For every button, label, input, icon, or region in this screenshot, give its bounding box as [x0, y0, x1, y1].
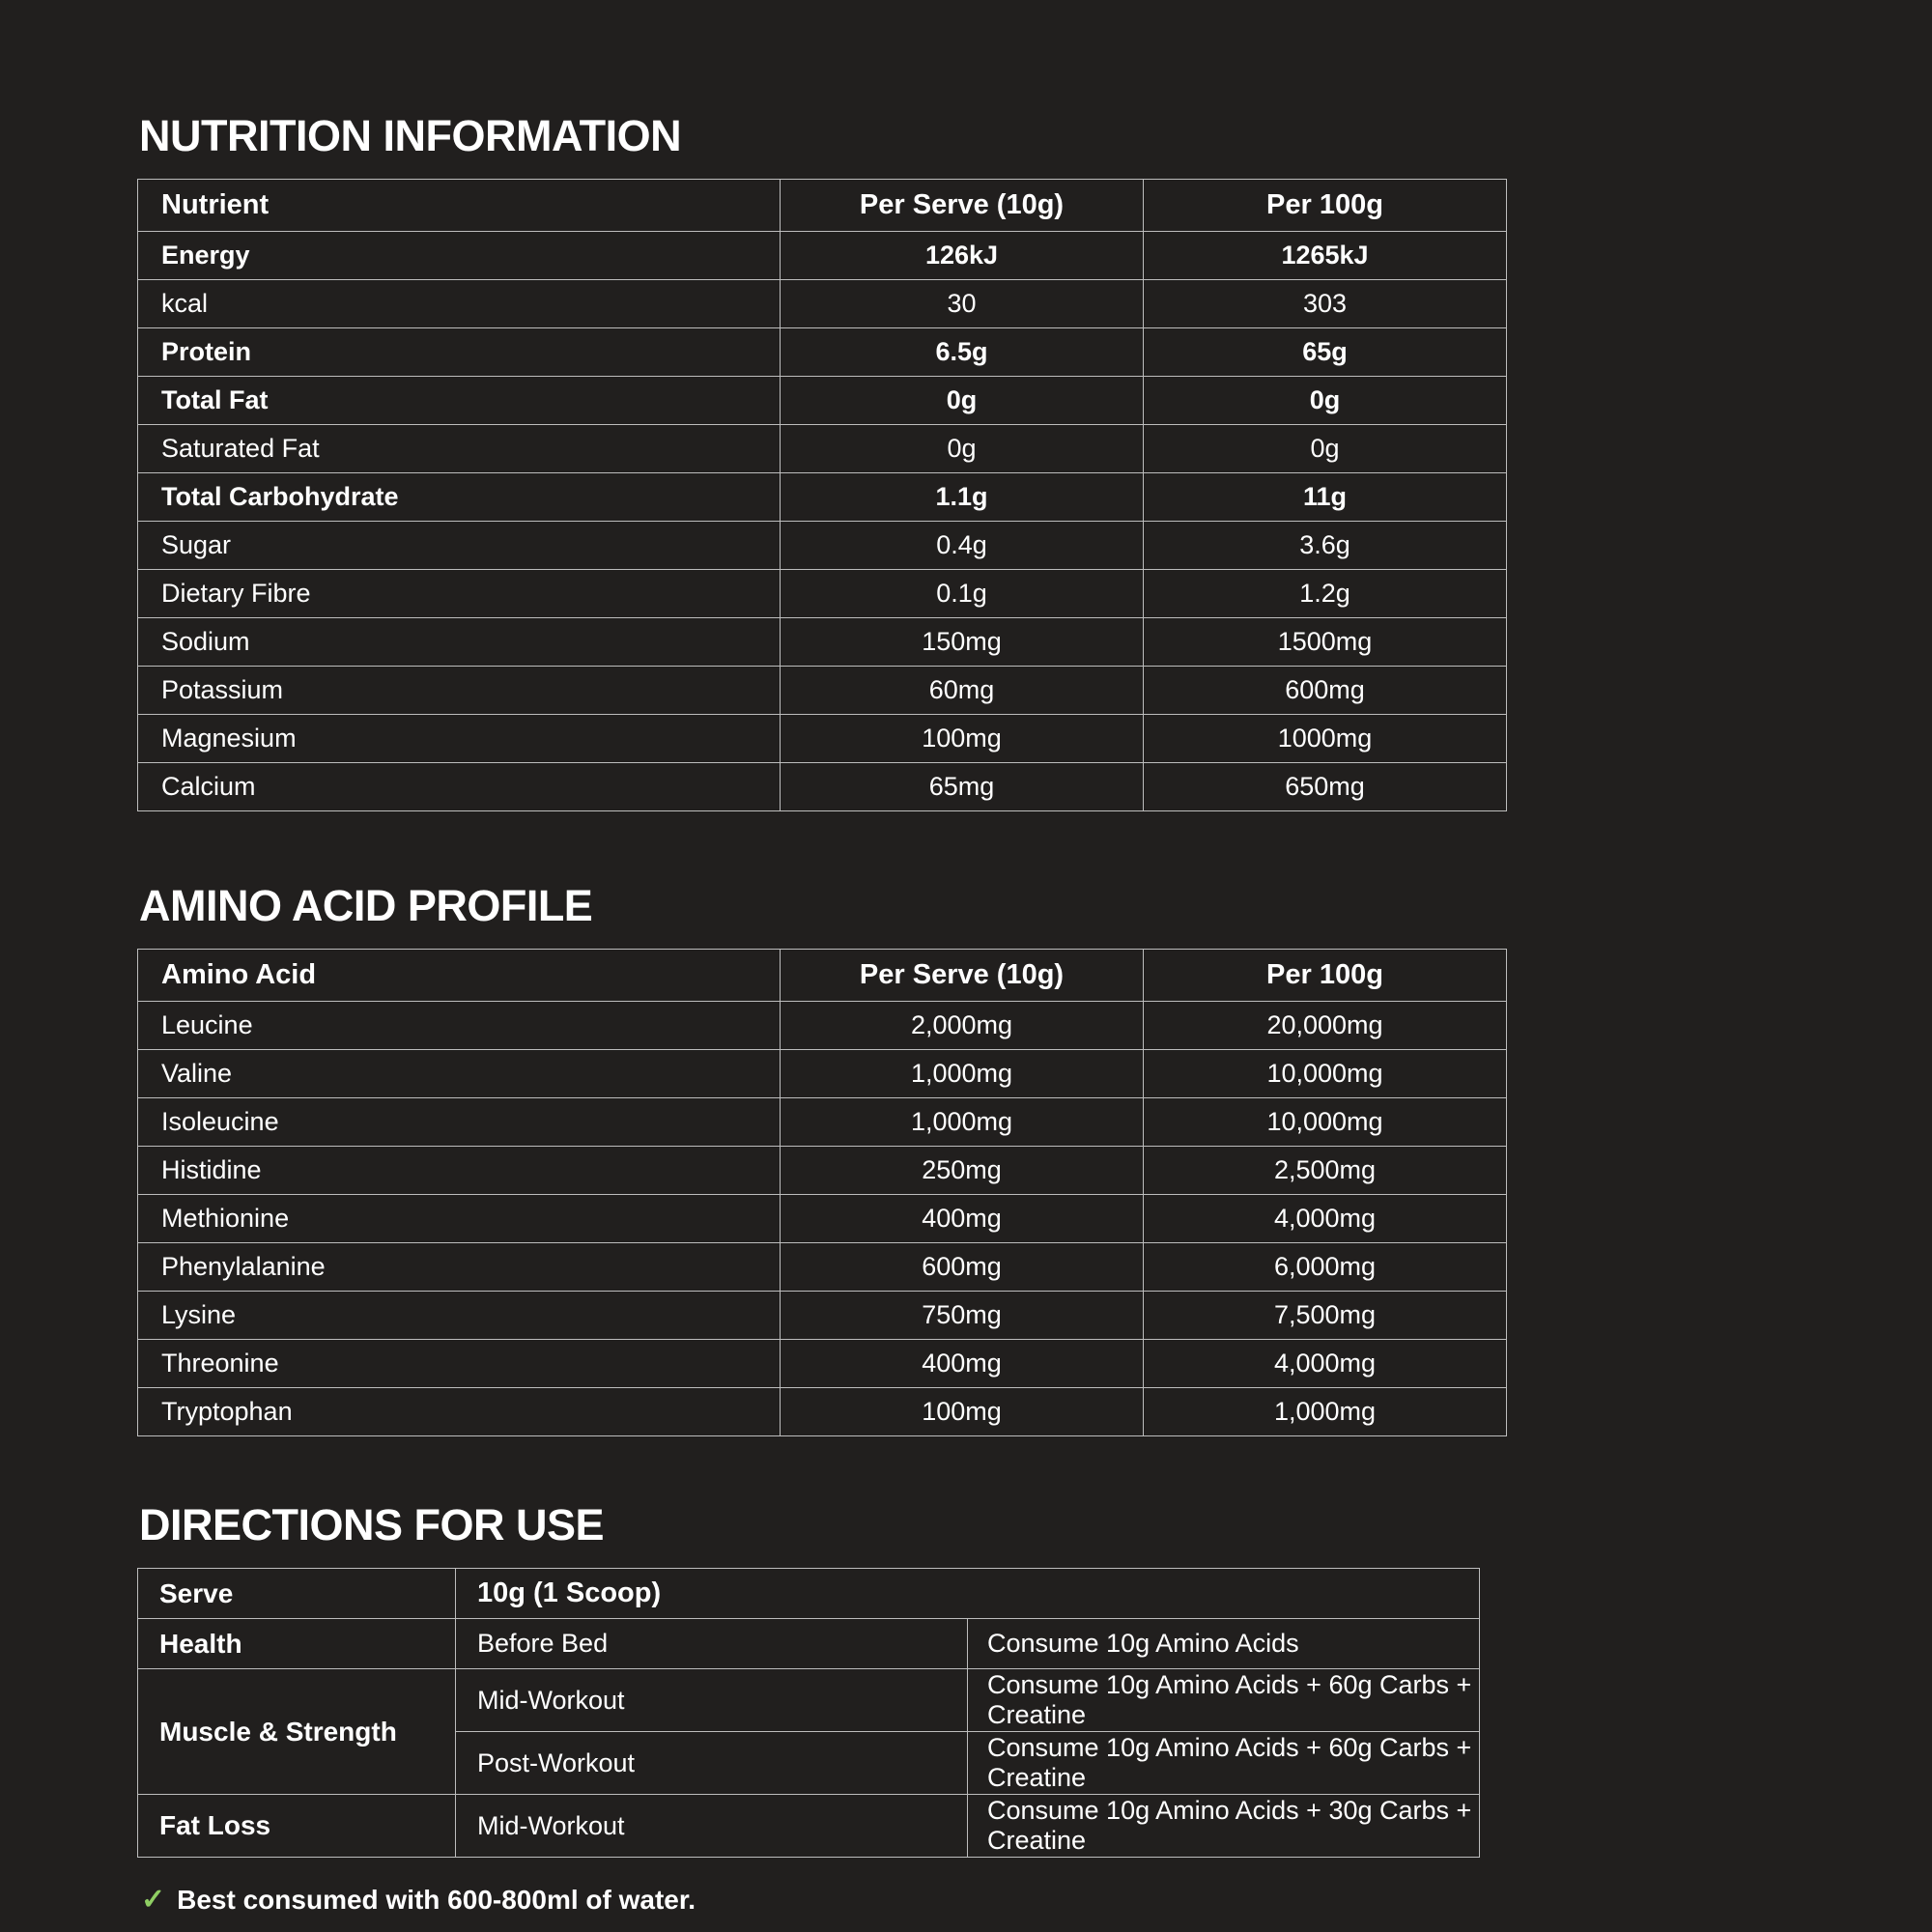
nutrient-name: Protein — [138, 328, 781, 377]
nutrient-name: Potassium — [138, 667, 781, 715]
nutrient-per-100g: 0g — [1144, 425, 1507, 473]
nutrient-per-serve: 0g — [781, 425, 1144, 473]
amino-section-title: AMINO ACID PROFILE — [139, 881, 593, 930]
nutrient-per-100g: 0g — [1144, 377, 1507, 425]
table-row — [138, 1669, 1480, 1732]
nutrient-per-100g: 1265kJ — [1144, 232, 1507, 280]
table-row — [138, 1292, 1507, 1340]
amino-name: Threonine — [138, 1340, 781, 1388]
amino-per-serve: 1,000mg — [781, 1098, 1144, 1147]
amino-per-100g: 20,000mg — [1144, 1002, 1507, 1050]
table-row — [138, 1388, 1507, 1436]
nutrient-per-serve: 6.5g — [781, 328, 1144, 377]
table-row — [138, 473, 1507, 522]
instruction: Consume 10g Amino Acids + 60g Carbs + Creatine — [968, 1669, 1480, 1732]
amino-per-100g: 7,500mg — [1144, 1292, 1507, 1340]
goal-muscle-strength: Muscle & Strength — [138, 1669, 456, 1795]
amino-name: Leucine — [138, 1002, 781, 1050]
nutrient-name: Dietary Fibre — [138, 570, 781, 618]
column-header-per-100g: Per 100g — [1144, 180, 1507, 232]
amino-per-serve: 2,000mg — [781, 1002, 1144, 1050]
amino-per-serve: 100mg — [781, 1388, 1144, 1436]
amino-per-serve: 400mg — [781, 1340, 1144, 1388]
table-row — [138, 667, 1507, 715]
nutrient-per-serve: 0.1g — [781, 570, 1144, 618]
nutrient-per-serve: 65mg — [781, 763, 1144, 811]
nutrient-per-100g: 3.6g — [1144, 522, 1507, 570]
nutrient-per-100g: 1500mg — [1144, 618, 1507, 667]
table-row — [138, 232, 1507, 280]
nutrient-per-serve: 150mg — [781, 618, 1144, 667]
table-row — [138, 377, 1507, 425]
table-row — [138, 1340, 1507, 1388]
table-row — [138, 1050, 1507, 1098]
nutrient-name: Total Fat — [138, 377, 781, 425]
amino-name: Isoleucine — [138, 1098, 781, 1147]
column-header-per-serve: Per Serve (10g) — [781, 180, 1144, 232]
nutrient-per-100g: 65g — [1144, 328, 1507, 377]
table-row — [138, 618, 1507, 667]
column-header-per-100g: Per 100g — [1144, 950, 1507, 1002]
nutrition-table — [137, 179, 1507, 811]
amino-per-100g: 6,000mg — [1144, 1243, 1507, 1292]
table-row — [138, 522, 1507, 570]
nutrient-name: Magnesium — [138, 715, 781, 763]
table-row — [138, 1147, 1507, 1195]
table-row — [138, 425, 1507, 473]
amino-per-100g: 4,000mg — [1144, 1340, 1507, 1388]
table-row — [138, 1195, 1507, 1243]
table-row — [138, 1002, 1507, 1050]
serve-label: Serve — [138, 1569, 456, 1619]
column-header-amino-acid: Amino Acid — [138, 950, 781, 1002]
nutrient-per-100g: 650mg — [1144, 763, 1507, 811]
amino-per-100g: 10,000mg — [1144, 1098, 1507, 1147]
nutrient-name: Calcium — [138, 763, 781, 811]
nutrient-per-serve: 126kJ — [781, 232, 1144, 280]
table-row — [138, 715, 1507, 763]
table-row — [138, 1619, 1480, 1669]
column-header-nutrient: Nutrient — [138, 180, 781, 232]
amino-name: Histidine — [138, 1147, 781, 1195]
nutrient-name: Energy — [138, 232, 781, 280]
nutrient-per-100g: 600mg — [1144, 667, 1507, 715]
amino-name: Lysine — [138, 1292, 781, 1340]
nutrient-name: Sodium — [138, 618, 781, 667]
instruction: Consume 10g Amino Acids — [968, 1619, 1480, 1669]
amino-name: Methionine — [138, 1195, 781, 1243]
amino-per-100g: 10,000mg — [1144, 1050, 1507, 1098]
amino-per-100g: 4,000mg — [1144, 1195, 1507, 1243]
table-row — [138, 1098, 1507, 1147]
table-row — [138, 570, 1507, 618]
instruction: Consume 10g Amino Acids + 60g Carbs + Creatine — [968, 1732, 1480, 1795]
amino-acid-table — [137, 949, 1507, 1436]
amino-name: Tryptophan — [138, 1388, 781, 1436]
amino-per-serve: 1,000mg — [781, 1050, 1144, 1098]
amino-per-serve: 750mg — [781, 1292, 1144, 1340]
nutrient-per-100g: 1.2g — [1144, 570, 1507, 618]
amino-name: Valine — [138, 1050, 781, 1098]
nutrient-per-serve: 1.1g — [781, 473, 1144, 522]
water-note — [141, 1885, 1932, 1916]
timing: Mid-Workout — [456, 1669, 968, 1732]
nutrient-name: Sugar — [138, 522, 781, 570]
goal-health: Health — [138, 1619, 456, 1669]
timing: Post-Workout — [456, 1732, 968, 1795]
nutrient-per-100g: 11g — [1144, 473, 1507, 522]
nutrient-per-serve: 0.4g — [781, 522, 1144, 570]
nutrient-per-100g: 1000mg — [1144, 715, 1507, 763]
serve-row — [138, 1569, 1480, 1619]
serve-value: 10g (1 Scoop) — [456, 1569, 1480, 1619]
nutrient-per-serve: 60mg — [781, 667, 1144, 715]
table-row — [138, 1795, 1480, 1858]
table-row — [138, 328, 1507, 377]
nutrient-name: Total Carbohydrate — [138, 473, 781, 522]
column-header-per-serve: Per Serve (10g) — [781, 950, 1144, 1002]
goal-fat-loss: Fat Loss — [138, 1795, 456, 1858]
timing: Before Bed — [456, 1619, 968, 1669]
table-header-row — [138, 950, 1507, 1002]
nutrition-section-title: NUTRITION INFORMATION — [139, 111, 682, 160]
table-row — [138, 280, 1507, 328]
check-icon: ✓ — [141, 1884, 166, 1916]
amino-per-100g: 2,500mg — [1144, 1147, 1507, 1195]
water-note-text: Best consumed with 600-800ml of water. — [177, 1885, 696, 1915]
nutrient-per-serve: 30 — [781, 280, 1144, 328]
amino-per-serve: 250mg — [781, 1147, 1144, 1195]
directions-table — [137, 1568, 1480, 1858]
amino-per-serve: 600mg — [781, 1243, 1144, 1292]
amino-name: Phenylalanine — [138, 1243, 781, 1292]
nutrient-per-serve: 100mg — [781, 715, 1144, 763]
table-row — [138, 1243, 1507, 1292]
table-header-row — [138, 180, 1507, 232]
timing: Mid-Workout — [456, 1795, 968, 1858]
nutrient-name: kcal — [138, 280, 781, 328]
nutrient-per-100g: 303 — [1144, 280, 1507, 328]
nutrient-per-serve: 0g — [781, 377, 1144, 425]
amino-per-serve: 400mg — [781, 1195, 1144, 1243]
amino-per-100g: 1,000mg — [1144, 1388, 1507, 1436]
table-row — [138, 763, 1507, 811]
nutrient-name: Saturated Fat — [138, 425, 781, 473]
directions-section-title: DIRECTIONS FOR USE — [139, 1500, 605, 1549]
instruction: Consume 10g Amino Acids + 30g Carbs + Creatine — [968, 1795, 1480, 1858]
